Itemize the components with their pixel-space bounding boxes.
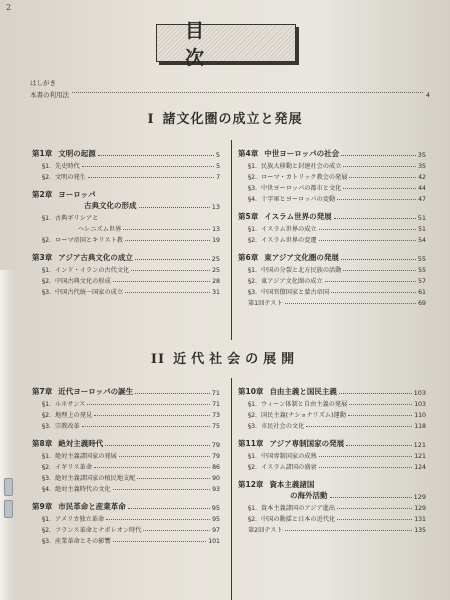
chapter-page: 35 [417, 151, 426, 159]
section-page: 135 [414, 527, 426, 534]
section-number: §2. [248, 174, 257, 181]
chapter-title: 市民革命と産業革命 [58, 502, 126, 511]
section-title: 中国古代統一国家の成立 [55, 289, 124, 296]
part-heading-2 [0, 348, 450, 367]
section-entry[interactable] [32, 397, 220, 408]
section-number: §3. [42, 289, 51, 296]
section-title: イギリス革命 [55, 464, 93, 471]
leader-dots [341, 259, 416, 260]
section-page: 25 [212, 267, 220, 274]
section-entry[interactable] [238, 449, 426, 460]
leader-dots [105, 445, 210, 446]
leader-dots [349, 177, 416, 178]
section-number: §2. [42, 412, 51, 419]
chapter-number: 第1章 [32, 149, 53, 158]
section-number: §1. [42, 401, 51, 408]
section-page: 19 [212, 237, 220, 244]
section-number: §1. [42, 163, 51, 170]
leader-dots [131, 270, 210, 271]
chapter-title: 近代ヨーロッパの誕生 [58, 387, 134, 396]
section-number: §1. [42, 516, 51, 523]
section-entry[interactable] [32, 449, 220, 460]
section-number: §1. [42, 215, 51, 222]
section-number: §2. [42, 278, 51, 285]
section-page: 129 [414, 505, 426, 512]
section-entry[interactable] [32, 285, 220, 296]
section-number: §2. [248, 464, 257, 471]
leader-dots [123, 229, 210, 230]
leader-dots [94, 467, 210, 468]
chapter-entry[interactable] [32, 499, 220, 512]
section-entry[interactable] [32, 419, 220, 430]
section-entry[interactable] [32, 482, 220, 493]
part-number: I [147, 112, 155, 127]
section-page: 131 [414, 516, 426, 523]
section-number: §3. [248, 423, 257, 430]
chapter-number: 第2章 [32, 190, 53, 199]
section-number: §1. [248, 163, 257, 170]
chapter-page: 79 [211, 441, 220, 449]
section-title-line2: ヘレニズム世界 [78, 226, 122, 233]
section-title: ローマ・カトリック教会の発展 [261, 174, 348, 181]
chapter-number: 第11章 [238, 439, 264, 448]
section-number: §2. [42, 237, 51, 244]
chapter-page: 71 [211, 389, 220, 397]
chapter-number: 第10章 [238, 387, 264, 396]
section-number: §1. [248, 505, 257, 512]
section-number: §2. [248, 412, 257, 419]
section-number: §2. [248, 278, 257, 285]
title-box [156, 20, 296, 69]
section-entry[interactable] [32, 170, 220, 181]
section-title: イスラム世界の変遷 [261, 237, 317, 244]
front-matter-label: 本書の利用法 [30, 91, 69, 99]
page-number: 2 [6, 3, 12, 12]
leader-dots [137, 478, 210, 479]
section-entry[interactable] [32, 408, 220, 419]
section-page: 110 [414, 412, 426, 419]
section-title: 市民社会の文化 [261, 423, 305, 430]
leader-dots [135, 259, 210, 260]
chapter-entry[interactable] [238, 146, 426, 159]
section-number: §3. [42, 538, 51, 545]
leader-dots [82, 166, 214, 167]
section-title: 先史時代 [55, 163, 80, 170]
section-title: 国民主義(ナショナリズム)運動 [261, 412, 346, 419]
section-page: 31 [212, 289, 220, 296]
part-title: 諸文化圏の成立と発展 [162, 112, 303, 127]
section-number: §3. [42, 475, 51, 482]
chapter-title: 文明の起源 [58, 149, 96, 158]
leader-dots [87, 404, 210, 405]
chapter-title-line2: 古典文化の形成 [84, 201, 137, 210]
leader-dots [343, 270, 416, 271]
chapter-page: 121 [413, 441, 426, 449]
leader-dots [331, 292, 416, 293]
leader-dots [285, 303, 416, 304]
chapter-number: 第3章 [32, 253, 53, 262]
section-page: 101 [208, 538, 220, 545]
section-number: §1. [248, 267, 257, 274]
section-entry[interactable] [238, 296, 426, 307]
section-title: 中世ヨーロッパの都市と文化 [261, 185, 342, 192]
part-heading-1 [0, 108, 450, 127]
column-divider [231, 378, 232, 600]
section-entry[interactable] [238, 408, 426, 419]
leader-dots [125, 240, 210, 241]
section-number: §1. [42, 453, 51, 460]
section-title: 中国官僚国家と蒙古帝国 [261, 289, 330, 296]
leader-dots [343, 166, 416, 167]
section-entry[interactable] [32, 523, 220, 534]
leader-dots [113, 489, 210, 490]
chapter-title-continued[interactable] [32, 200, 220, 211]
section-title: 第1回テスト [248, 300, 283, 307]
leader-dots [128, 508, 210, 509]
section-title: 絶対主義時代の文化 [55, 486, 111, 493]
leader-dots [334, 218, 416, 219]
section-title: 中国の動揺と日本の近代化 [261, 516, 336, 523]
leader-dots [88, 177, 214, 178]
section-entry[interactable] [238, 192, 426, 203]
front-matter-preface[interactable] [30, 78, 430, 87]
chapter-title: 資本主義諸国 [269, 480, 315, 489]
chapter-title-continued[interactable] [238, 490, 426, 501]
leader-dots [139, 207, 210, 208]
section-entry[interactable] [238, 501, 426, 512]
chapter-title: ヨーロッパ [58, 190, 96, 199]
leader-dots [319, 467, 413, 468]
section-entry[interactable] [238, 222, 426, 233]
section-title: 古典ギリシアと [55, 215, 99, 222]
section-number: §2. [42, 174, 51, 181]
chapter-title: アジア専制国家の発展 [269, 439, 345, 448]
leader-dots [94, 415, 210, 416]
chapter-page: 13 [211, 203, 220, 211]
section-page: 93 [212, 486, 220, 493]
section-title: 中国専制国家の成熟 [261, 453, 317, 460]
chapter-title: 絶対主義時代 [58, 439, 104, 448]
leader-dots [319, 456, 413, 457]
chapter-number: 第4章 [238, 149, 259, 158]
chapter-entry[interactable] [238, 436, 426, 449]
section-page: 47 [418, 196, 426, 203]
section-page: 7 [216, 174, 220, 181]
section-title: 絶対主義諸国家の発展 [55, 453, 117, 460]
section-title: 民族大移動と封建社会の成立 [261, 163, 342, 170]
section-entry[interactable] [238, 274, 426, 285]
section-title: イスラム諸国の盛衰 [261, 464, 317, 471]
leader-dots [106, 519, 210, 520]
section-number: §4. [248, 196, 257, 203]
leader-dots [319, 229, 417, 230]
section-page: 42 [418, 174, 426, 181]
chapter-page: 95 [211, 504, 220, 512]
section-entry[interactable] [238, 285, 426, 296]
section-title-continued[interactable] [32, 222, 220, 233]
leader-dots [325, 281, 416, 282]
section-page: 86 [212, 464, 220, 471]
leader-dots [337, 519, 412, 520]
page-edge-shadow [0, 270, 16, 600]
section-entry[interactable] [32, 211, 220, 222]
chapter-number: 第5章 [238, 212, 259, 221]
chapter-entry[interactable] [238, 384, 426, 397]
front-matter-usage[interactable] [30, 90, 430, 99]
section-entry[interactable] [32, 471, 220, 482]
section-title: 十字軍とヨーロッパの変動 [261, 196, 336, 203]
chapter-entry[interactable] [32, 250, 220, 263]
section-entry[interactable] [238, 233, 426, 244]
section-page: 5 [216, 163, 220, 170]
section-entry[interactable] [32, 233, 220, 244]
chapter-page: 55 [417, 255, 426, 263]
chapter-page: 129 [413, 493, 426, 501]
part-title: 近代社会の展開 [173, 352, 300, 367]
chapter-title-line2: の海外活動 [290, 491, 328, 500]
leader-dots [113, 281, 210, 282]
section-number: §1. [248, 226, 257, 233]
section-entry[interactable] [32, 512, 220, 523]
section-page: 71 [212, 401, 220, 408]
chapter-entry[interactable] [32, 146, 220, 159]
section-title: インド・イランの古代文化 [55, 267, 130, 274]
section-page: 103 [414, 401, 426, 408]
chapter-entry[interactable] [238, 209, 426, 222]
chapter-page: 5 [215, 151, 220, 159]
leader-dots [72, 92, 423, 93]
section-entry[interactable] [238, 460, 426, 471]
section-page: 75 [212, 423, 220, 430]
chapter-number: 第8章 [32, 439, 53, 448]
section-page: 35 [418, 163, 426, 170]
chapter-entry[interactable] [238, 250, 426, 263]
section-title: ウィーン体制と自由主義の発展 [261, 401, 348, 408]
section-title: ルネサンス [55, 401, 86, 408]
section-entry[interactable] [238, 397, 426, 408]
section-title: 第2回テスト [248, 527, 283, 534]
leader-dots [337, 508, 412, 509]
section-number: §2. [248, 237, 257, 244]
leader-dots [348, 415, 412, 416]
section-entry[interactable] [238, 419, 426, 430]
section-page: 73 [212, 412, 220, 419]
binder-clip [4, 478, 13, 496]
chapter-entry[interactable] [238, 477, 426, 490]
section-title: 宗教改革 [55, 423, 80, 430]
front-matter-page: 4 [425, 90, 430, 99]
leader-dots [143, 530, 210, 531]
section-page: 79 [212, 453, 220, 460]
section-entry[interactable] [238, 181, 426, 192]
chapter-entry[interactable] [32, 436, 220, 449]
section-page: 61 [418, 289, 426, 296]
section-entry[interactable] [238, 263, 426, 274]
section-page: 57 [418, 278, 426, 285]
section-title: 東アジア文化圏の成立 [261, 278, 323, 285]
section-title: 中国の分裂と北方民族の活動 [261, 267, 342, 274]
leader-dots [319, 240, 417, 241]
leader-dots [135, 393, 210, 394]
leader-dots [339, 393, 412, 394]
leader-dots [341, 155, 416, 156]
section-number: §2. [42, 527, 51, 534]
section-title: 地理上の発見 [55, 412, 93, 419]
section-number: §1. [248, 401, 257, 408]
leader-dots [306, 426, 412, 427]
chapter-number: 第12章 [238, 480, 264, 489]
section-title: イスラム世界の成立 [261, 226, 317, 233]
section-number: §3. [248, 289, 257, 296]
section-page: 44 [418, 185, 426, 192]
chapter-title: 中世ヨーロッパの社会 [264, 149, 340, 158]
leader-dots [285, 530, 413, 531]
section-title: 絶対主義諸国家の植民地支配 [55, 475, 136, 482]
section-page: 90 [212, 475, 220, 482]
section-page: 121 [414, 453, 426, 460]
chapter-title: 自由主義と国民主義 [269, 387, 337, 396]
leader-dots [330, 497, 412, 498]
section-title: 中国古典文化の形成 [55, 278, 111, 285]
section-number: §2. [42, 464, 51, 471]
section-page: 69 [418, 300, 426, 307]
section-entry[interactable] [32, 274, 220, 285]
section-title: 文明の発生 [55, 174, 86, 181]
chapter-entry[interactable] [32, 187, 220, 200]
section-entry[interactable] [238, 523, 426, 534]
front-matter-label: はしがき [30, 79, 56, 87]
section-entry[interactable] [32, 460, 220, 471]
page-title: 目 次 [185, 20, 280, 69]
section-number: §2. [248, 516, 257, 523]
chapter-number: 第6章 [238, 253, 259, 262]
column-divider [231, 140, 232, 340]
leader-dots [125, 292, 210, 293]
leader-dots [346, 445, 411, 446]
section-entry[interactable] [32, 263, 220, 274]
section-page: 54 [418, 237, 426, 244]
part2-right-column [238, 384, 426, 534]
leader-dots [98, 155, 214, 156]
section-page: 28 [212, 278, 220, 285]
leader-dots [343, 188, 416, 189]
leader-dots [82, 426, 210, 427]
section-title: 産業革命とその影響 [55, 538, 111, 545]
section-page: 95 [212, 516, 220, 523]
chapter-number: 第9章 [32, 502, 53, 511]
section-number: §1. [248, 453, 257, 460]
part-number: II [150, 352, 166, 367]
section-title: 資本主義諸国のアジア進出 [261, 505, 336, 512]
section-page: 124 [414, 464, 426, 471]
leader-dots [337, 199, 416, 200]
chapter-number: 第7章 [32, 387, 53, 396]
chapter-page: 103 [413, 389, 426, 397]
section-page: 51 [418, 226, 426, 233]
section-entry[interactable] [238, 159, 426, 170]
section-number: §4. [42, 486, 51, 493]
leader-dots [113, 541, 207, 542]
part1-right-column [238, 146, 426, 307]
section-title: フランス革命とナポレオン時代 [55, 527, 142, 534]
section-title: ローマ帝国とキリスト教 [55, 237, 123, 244]
part2-left-column [32, 384, 220, 545]
section-entry[interactable] [238, 170, 426, 181]
chapter-title: イスラム世界の発展 [264, 212, 332, 221]
section-number: §1. [42, 267, 51, 274]
chapter-title: 東アジア文化圏の発展 [264, 253, 339, 262]
section-entry[interactable] [32, 534, 220, 545]
section-title: アメリカ独立革命 [55, 516, 105, 523]
section-page: 97 [212, 527, 220, 534]
chapter-title: アジア古典文化の成立 [58, 253, 133, 262]
section-page: 13 [212, 226, 220, 233]
section-page: 118 [414, 423, 426, 430]
section-number: §3. [248, 185, 257, 192]
section-entry[interactable] [238, 512, 426, 523]
chapter-page: 51 [417, 214, 426, 222]
section-number: §3. [42, 423, 51, 430]
leader-dots [119, 456, 210, 457]
leader-dots [349, 404, 412, 405]
section-page: 55 [418, 267, 426, 274]
section-entry[interactable] [32, 159, 220, 170]
part1-left-column [32, 146, 220, 296]
chapter-entry[interactable] [32, 384, 220, 397]
binder-clip [4, 500, 13, 518]
chapter-page: 25 [211, 255, 220, 263]
